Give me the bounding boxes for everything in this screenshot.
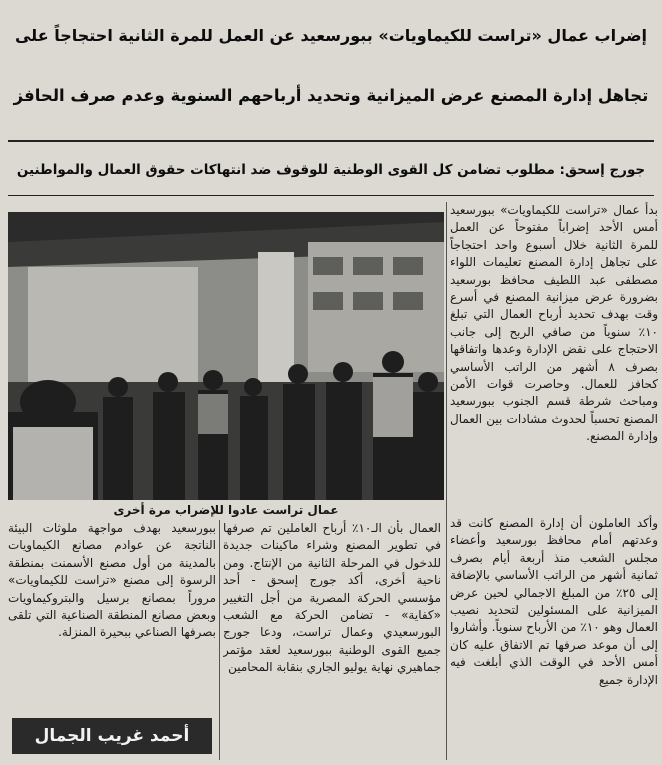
paragraph: العمال بأن الـ١٠٪ أرباح العاملين تم صرفها في تطوير المصنع وشراء ماكينات جديدة للدخول في المرحلة الثانية من الإنتاج. ومن ناحية أخرى، أكد جورج إسحق - أحد مؤسسي الحركة المصرية من أجل التغيير «كفاية» - تضامن الحركة مع الشعب البورسعيدي وعمال تراست، ودعا جورج جميع القوى الوطنية ببورسعيد لعقد مؤتمر جماهيري نهاية يوليو الجاري بنقابة المحامين [223, 521, 441, 675]
subheadline: جورج إسحق: مطلوب تضامن كل القوى الوطنية للوقوف ضد انتهاكات حقوق العمال والمواطنين [16, 162, 646, 178]
paragraph: ببورسعيد بهدف مواجهة ملوثات البيئة الناتجة عن عوادم مصانع الكيماويات بالمدينة من أول مصنع الأسمنت بمنطقة الرسوة إلى مصنع «تراست للكيماويات» مروراً بمصانع برسيل والبتروكيماويات وبعض مصانع المنطقة الصناعية التي تلقى بصرفها الصناعي ببحيرة المنزلة. [8, 521, 216, 640]
paragraph: وأكد العاملون أن إدارة المصنع كانت قد وعدتهم أمام محافظ بورسعيد وأعضاء مجلس الشعب منذ أربعة أيام بصرف ثمانية أشهر من الراتب الأساسي بالإضافة إلى ٢٥٪ من المبلغ الاجمالي لحين عرض الميزانية على المسئولين لتحديد نصيب العمال وهو ١٠٪ من الأرباح سنوياً. وأشاروا إلى أن موعد صرفها تم الاتفاق عليه كان أمس الأحد في الوقت الذي أبلغت فيه الإدارة جميع [450, 516, 658, 687]
article-photo [8, 212, 444, 500]
article-column-middle [223, 520, 441, 760]
column-divider-left [219, 520, 220, 760]
article-column-right-bottom [450, 515, 658, 760]
article-column-left [8, 520, 216, 715]
column-divider-right [446, 202, 447, 760]
subheadline-divider [8, 195, 654, 196]
article-column-right-top [450, 202, 658, 515]
photo-caption: عمال تراست عادوا للإضراب مرة أخرى [113, 503, 339, 517]
headline-line-2: تجاهل إدارة المصنع عرض الميزانية وتحديد أرباحهم السنوية وعدم صرف الحافز [13, 86, 649, 105]
headline-line-1: إضراب عمال «تراست للكيماويات» ببورسعيد عن العمل للمرة الثانية احتجاجاً على [14, 26, 648, 45]
author-byline: أحمد غريب الجمال [12, 718, 212, 754]
headline-divider [8, 140, 654, 142]
paragraph: بدأ عمال «تراست للكيماويات» ببورسعيد أمس الأحد إضراباً مفتوحاً عن العمل للمرة الثانية خلال أسبوع واحد احتجاجاً على تجاهل إدارة المصنع تعليمات اللواء مصطفى عبد اللطيف محافظ بورسعيد بضرورة عرض ميزانية المصنع في أسرع وقت بهدف تحديد أرباح العمال التي تبلغ ١٠٪ سنوياً من صافي الربح إلى جانب الاحتجاج على نقض الإدارة وعدها واتفاقها بصرف ٨ أشهر من الراتب الأساسي كحافز للعمال. وحاصرت قوات الأمن ومباحث شرطة قسم الجنوب ببورسعيد المصنع تحسباً لحدوث مشادات بين العمال وإدارة المصنع. [450, 203, 658, 444]
